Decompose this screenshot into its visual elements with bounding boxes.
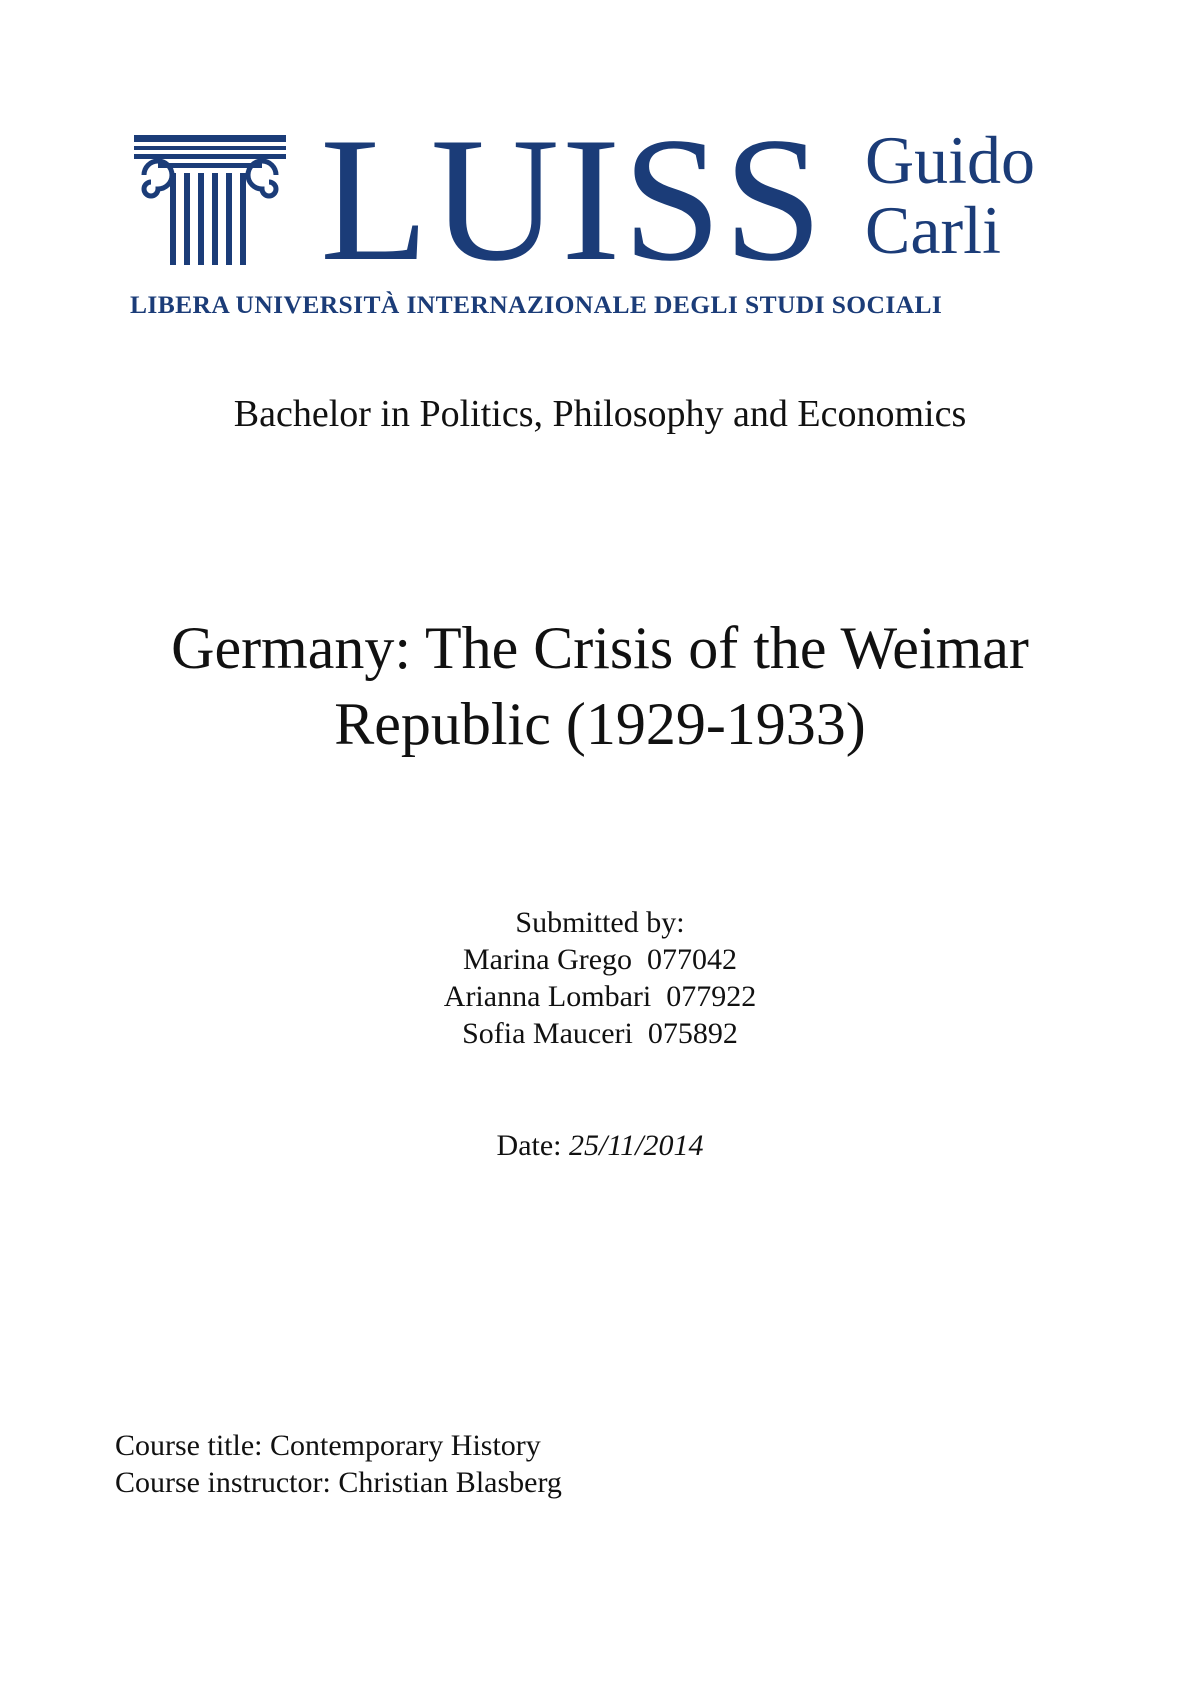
author-line [0, 941, 1200, 978]
submission-date [0, 1129, 1200, 1163]
title-line2: Republic (1929-1933) [334, 691, 866, 757]
author-name: Sofia Mauceri [462, 1017, 633, 1050]
degree-program: Bachelor in Politics, Philosophy and Economics [233, 393, 967, 435]
logo-wordmark: LUISS [320, 100, 825, 298]
title-line1: Germany: The Crisis of the Weimar [171, 615, 1029, 681]
submitted-by-label: Submitted by: [515, 906, 685, 939]
date-value: 25/11/2014 [569, 1129, 704, 1162]
ionic-column-icon [130, 135, 290, 265]
logo-tagline: LIBERA UNIVERSITÀ INTERNAZIONALE DEGLI STUDI SOCIALI [130, 290, 943, 319]
document-title [0, 610, 1200, 762]
course-title-line [115, 1427, 562, 1464]
author-id: 077922 [666, 980, 757, 1013]
author-line [0, 1015, 1200, 1052]
submission-block [0, 904, 1200, 1052]
course-instructor-label: Course instructor: [115, 1466, 331, 1499]
logo-name-line2: Carli [865, 192, 1001, 268]
course-instructor-value: Christian Blasberg [338, 1466, 562, 1499]
author-id: 077042 [647, 943, 738, 976]
date-label: Date: [496, 1129, 562, 1162]
course-title-label: Course title: [115, 1429, 263, 1462]
author-name: Arianna Lombari [443, 980, 652, 1013]
course-info [115, 1427, 562, 1501]
logo-name-line1: Guido [865, 122, 1035, 198]
course-title-value: Contemporary History [269, 1429, 541, 1462]
author-line [0, 978, 1200, 1015]
author-name: Marina Grego [462, 943, 633, 976]
author-id: 075892 [647, 1017, 738, 1050]
university-logo [130, 100, 1070, 330]
course-instructor-line [115, 1464, 562, 1501]
